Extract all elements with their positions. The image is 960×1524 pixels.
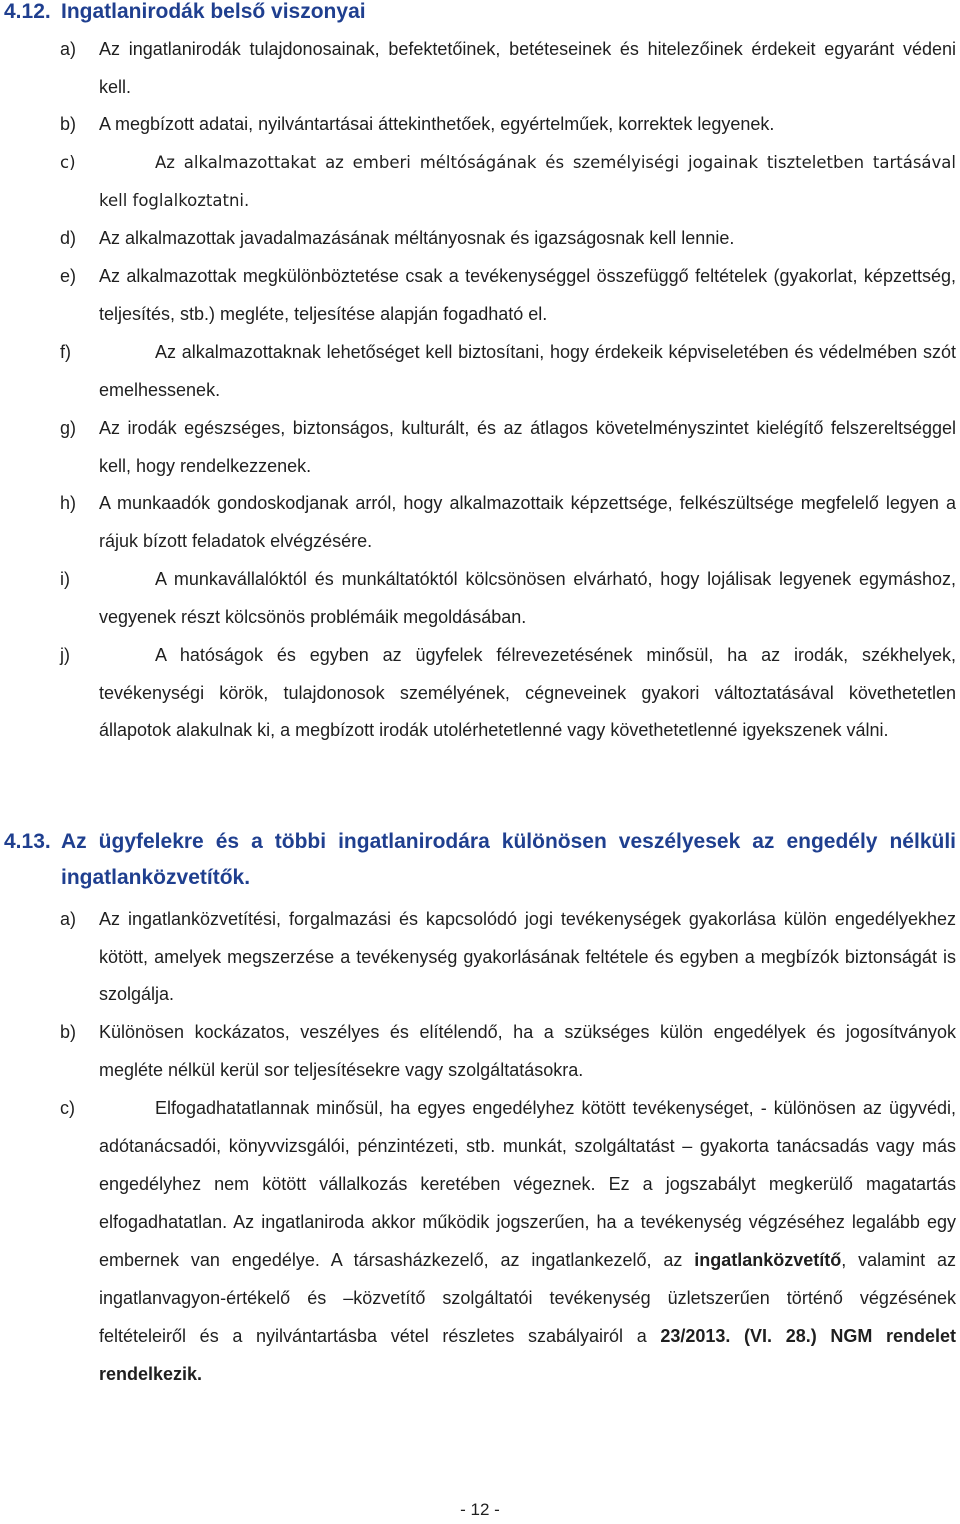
list-item-text: Az alkalmazottak javadalmazásának méltányosnak és igazságosnak kell lennie. [99, 228, 735, 248]
list-item-text: Az alkalmazottak megkülönböztetése csak a tevékenységgel összefüggő feltételek (gyakorlat, képzettség, teljesítés, stb.) megléte, teljesítése alapján fogadható el. [99, 266, 956, 324]
list-item-text: A hatóságok és egyben az ügyfelek félrevezetésének minősül, ha az irodák, székhelyek, tevékenységi körök, tulajdonosok személyének, cégneveinek gyakori változtatásával követhetetlen állapotok alakulnak ki, a megbízott irodák utolérhetetlenné vagy követhetetlenné igyekszenek válni. [99, 645, 956, 740]
list-marker: a) [60, 39, 77, 59]
list-item-text: Az alkalmazottaknak lehetőséget kell biztosítani, hogy érdekeik képviseletében és védelmében szót emelhessenek. [99, 342, 956, 400]
emphasized-term: ingatlanközvetítő [694, 1250, 842, 1270]
list-item-text-part: Elfogadhatatlannak minősül, ha egyes engedélyhez kötött tevékenységet, - különösen az ügyvédi, adótanácsadói, könyvvizsgálói, pénzintézeti, stb. munkát, szolgáltatást – gyakorta tanácsadás vagy más engedélyhez nem kötött vállalkozás keretében végeznek. Ez a jogszabályt megkerülő magatartás elfogadhatatlan. Az ingatlaniroda akkor működik jogszerűen, ha a tevékenység végzéséhez legalább egy embernek van engedélye. A társasházkezelő, az ingatlankezelő, az [99, 1098, 956, 1270]
list-marker: h) [60, 493, 77, 513]
list-item-b [60, 106, 956, 144]
list-item-h [60, 485, 956, 560]
list-item-c [60, 144, 956, 219]
list-marker: a) [60, 909, 77, 929]
section-title: Az ügyfelekre és a többi ingatlanirodára különösen veszélyesek az engedély nélküli ingatlanközvetítők. [61, 830, 956, 889]
list-item-text-part: , valamint az ingatlanvagyon-értékelő és –közvetítő szolgáltatói tevékenység üzletszerűen történő végzésének feltételeiről és a nyilvántartásba vétel részletes szabályairól a [99, 1250, 956, 1346]
list-marker: b) [60, 1022, 77, 1042]
section-title: Ingatlanirodák belső viszonyai [61, 0, 366, 23]
list-marker: i) [60, 569, 70, 589]
list-item-j [60, 637, 956, 750]
list-item-g [60, 410, 956, 485]
list-marker: g) [60, 418, 77, 438]
list-item-c [60, 1089, 956, 1393]
list-item-text: Az irodák egészséges, biztonságos, kulturált, és az átlagos követelményszintet kielégítő felszereltséggel kell, hogy rendelkezzenek. [99, 418, 956, 476]
list-item-i [60, 561, 956, 636]
list-item-a [60, 901, 956, 1014]
list-item-text [99, 1089, 956, 1393]
list-item-text: A munkavállalóktól és munkáltatóktól kölcsönösen elvárható, hogy lojálisak legyenek egymáshoz, vegyenek részt kölcsönös problémáik megoldásában. [99, 569, 956, 627]
list-item-text: Az alkalmazottakat az emberi méltóságának és személyiségi jogainak tiszteletben tartásával kell foglalkoztatni. [99, 153, 956, 210]
list-marker: d) [60, 228, 77, 248]
list-item-text: Különösen kockázatos, veszélyes és elítélendő, ha a szükséges külön engedélyek és jogosítványok megléte nélkül kerül sor teljesítésekre vagy szolgáltatásokra. [99, 1022, 956, 1080]
list-item-a [60, 31, 956, 106]
regulation-reference: 23/2013. (VI. 28.) NGM rendelet rendelkezik. [99, 1326, 956, 1384]
list-marker: j) [60, 645, 70, 665]
list-marker: b) [60, 114, 77, 134]
list-item-text: A megbízott adatai, nyilvántartásai áttekinthetőek, egyértelműek, korrektek legyenek. [99, 114, 775, 134]
list-marker: c) [60, 153, 76, 172]
section-heading-4-12 [4, 0, 956, 30]
list-item-text: Az ingatlanközvetítési, forgalmazási és kapcsolódó jogi tevékenységek gyakorlása külön engedélyekhez kötött, amelyek megszerzése a tevékenység gyakorlásának feltétele és egyben a megbízók biztonságát is szolgálja. [99, 909, 956, 1004]
section-number: 4.12. [4, 0, 51, 23]
list-marker: e) [60, 266, 77, 286]
list-item-text: Az ingatlanirodák tulajdonosainak, befektetőinek, betéteseinek és hitelezőinek érdekeit egyaránt védeni kell. [99, 39, 956, 97]
list-marker: f) [60, 342, 71, 362]
list-item-f [60, 334, 956, 409]
list-marker: c) [60, 1098, 75, 1118]
section-heading-4-13 [4, 824, 956, 896]
section-number: 4.13. [4, 830, 51, 853]
list-item-text: A munkaadók gondoskodjanak arról, hogy alkalmazottaik képzettsége, felkészültsége megfelelő legyen a rájuk bízott feladatok elvégzésére. [99, 493, 956, 551]
page-number: - 12 - [460, 1500, 500, 1519]
list-item-b [60, 1014, 956, 1089]
list-item-e [60, 258, 956, 333]
list-item-d [60, 220, 956, 258]
